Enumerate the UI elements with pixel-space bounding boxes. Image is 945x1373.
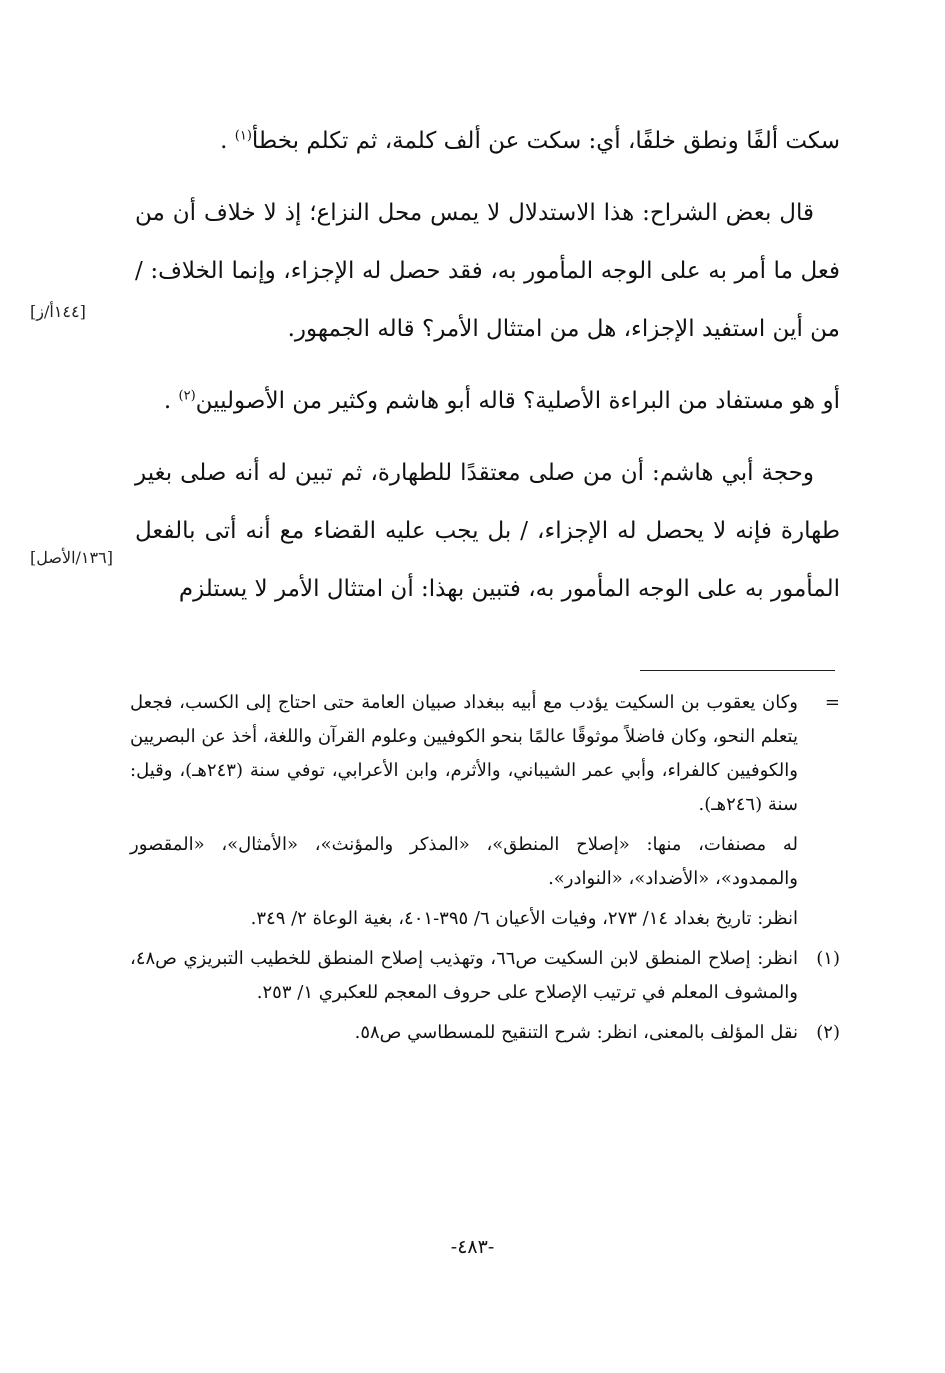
footnotes xyxy=(130,686,840,1056)
footnote-works xyxy=(130,828,840,896)
footnote-ref-2: (٢) xyxy=(178,388,196,404)
paragraph-1 xyxy=(135,112,840,170)
footnote-separator xyxy=(640,670,835,671)
footnote-text: وكان يعقوب بن السكيت يؤدب مع أبيه ببغداد صبيان العامة حتى احتاج إلى الكسب، فجعل يتعلم النحو، وكان فاضلاً موثوقًا عالمًا بنحو الكوفيين وعلوم القرآن واللغة، أخذ عن البصريين والكوفيين كالفراء، وأبي عمر الشيباني، والأثرم، وابن الأعرابي، توفي سنة (٢٤٣هـ)، وقيل: سنة (٢٤٦هـ). xyxy=(130,692,798,815)
paragraph-3-text: أو هو مستفاد من البراءة الأصلية؟ قاله أبو هاشم وكثير من الأصوليين xyxy=(195,388,840,414)
footnote-ref-1: (١) xyxy=(234,128,252,144)
paragraph-2-text: قال بعض الشراح: هذا الاستدلال لا يمس محل النزاع؛ إذ لا خلاف أن من فعل ما أمر به على الوجه المأمور به، فقد حصل له الإجزاء، وإنما الخلاف: / من أين استفيد الإجزاء، هل من امتثال الأمر؟ قاله الجمهور. xyxy=(135,200,840,342)
paragraph-3-tail: . xyxy=(163,388,179,414)
margin-note-manuscript-z: [١٤٤أ/ز] xyxy=(30,302,86,321)
footnote-sources xyxy=(130,902,840,936)
paragraph-3 xyxy=(135,372,840,430)
footnote-2 xyxy=(130,1016,840,1050)
margin-note-manuscript-asl: [١٣٦/الأصل] xyxy=(30,548,113,567)
paragraph-1-text: سكت ألفًا ونطق خلفًا، أي: سكت عن ألف كلمة، ثم تكلم بخطأ xyxy=(251,128,840,154)
footnote-1 xyxy=(130,942,840,1010)
footnote-text: له مصنفات، منها: «إصلاح المنطق»، «المذكر والمؤنث»، «الأمثال»، «المقصور والممدود»، «الأضداد»، «النوادر». xyxy=(130,834,798,889)
footnote-mark: (١) xyxy=(816,948,840,969)
footnote-text: نقل المؤلف بالمعنى، انظر: شرح التنقيح للمسطاسي ص٥٨. xyxy=(354,1022,798,1043)
page-number: -٤٨٣- xyxy=(450,1236,495,1258)
footnote-text: انظر: تاريخ بغداد ١٤/ ٢٧٣، وفيات الأعيان ٦/ ٣٩٥-٤٠١، بغية الوعاة ٢/ ٣٤٩. xyxy=(250,908,798,929)
footnote-continuation xyxy=(130,686,840,822)
main-text xyxy=(135,112,840,632)
footnote-mark: (٢) xyxy=(816,1022,840,1043)
paragraph-4 xyxy=(135,444,840,618)
paragraph-4-text: وحجة أبي هاشم: أن من صلى معتقدًا للطهارة، ثم تبين له أنه صلى بغير طهارة فإنه لا يحصل له الإجزاء، / بل يجب عليه القضاء مع أنه أتى بالفعل المأمور به على الوجه المأمور به، فتبين بهذا: أن امتثال الأمر لا يستلزم xyxy=(135,460,840,602)
footnote-mark: = xyxy=(824,692,840,713)
paragraph-1-tail: . xyxy=(220,128,235,154)
paragraph-2 xyxy=(135,184,840,358)
footnote-text: انظر: إصلاح المنطق لابن السكيت ص٦٦، وتهذيب إصلاح المنطق للخطيب التبريزي ص٤٨، والمشوف المعلم في ترتيب الإصلاح على حروف المعجم للعكبري ١/ ٢٥٣. xyxy=(130,948,798,1003)
